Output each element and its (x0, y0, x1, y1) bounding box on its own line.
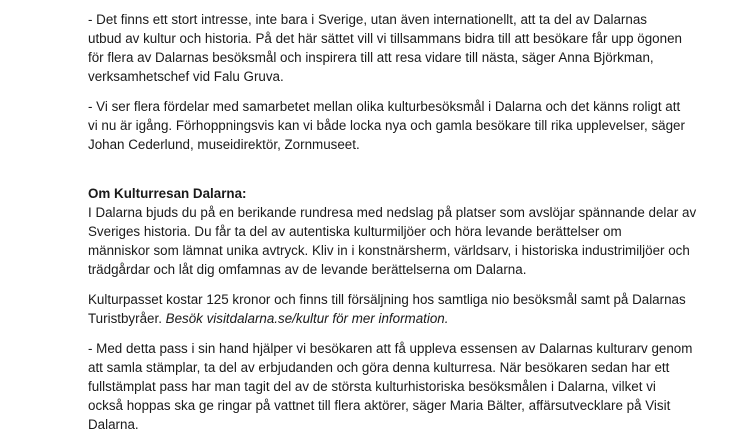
visit-info-link-text: Besök visitdalarna.se/kultur för mer information. (165, 311, 449, 326)
quote-anna-bjorkman (88, 10, 698, 86)
about-section (88, 184, 698, 279)
section-gap (88, 154, 698, 184)
paragraph-gap (88, 328, 698, 339)
text-line (88, 309, 698, 328)
paragraph-gap (88, 86, 698, 97)
text-line: I Dalarna bjuds du på en berikande rundresa med nedslag på platser som avslöjar spännande delar av (88, 205, 697, 220)
text-line: att samla stämplar, ta del av erbjudanden och göra denna kulturresa. När besökaren sedan har ett (88, 360, 670, 375)
text-line: Johan Cederlund, museidirektör, Zornmuseet. (88, 137, 360, 152)
text-line: Sveriges historia. Du får ta del av autentiska kulturmiljöer och höra levande berättelser om (88, 224, 622, 239)
text-line: - Med detta pass i sin hand hjälper vi besökaren att få uppleva essensen av Dalarnas kulturarv genom (88, 341, 693, 356)
text-line: Kulturpasset kostar 125 kronor och finns till försäljning hos samtliga nio besöksmål samt på Dalarnas (88, 292, 686, 307)
text-line: trädgårdar och låt dig omfamnas av de levande berättelserna om Dalarna. (88, 262, 527, 277)
text-line: också hoppas ska ge ringar på vattnet till flera aktörer, säger Maria Bälter, affärsutvecklare på Visit (88, 398, 671, 413)
pass-text-plain: Turistbyråer. (88, 311, 166, 326)
text-line: - Vi ser flera fördelar med samarbetet mellan olika kulturbesöksmål i Dalarna och det känns roligt att (88, 99, 681, 114)
pass-info (88, 290, 698, 328)
text-line: - Det finns ett stort intresse, inte bara i Sverige, utan även internationellt, att ta del av Dalarnas (88, 12, 647, 27)
text-line: för flera av Dalarnas besöksmål och inspirera till att resa vidare till nästa, säger Anna Björkman, (88, 50, 654, 65)
document-page (88, 10, 698, 434)
text-line: människor som lämnat unika avtryck. Kliv in i konstnärsherm, världsarv, i historiska industrimiljöer och (88, 243, 690, 258)
quote-johan-cederlund (88, 97, 698, 154)
text-line: utbud av kultur och historia. På det här sättet vill vi tillsammans bidra till att besökare får upp ögonen (88, 31, 682, 46)
text-line: verksamhetschef vid Falu Gruva. (88, 69, 284, 84)
paragraph-gap (88, 279, 698, 290)
section-heading: Om Kulturresan Dalarna: (88, 186, 247, 201)
quote-maria-balter (88, 339, 698, 434)
text-line: vi nu är igång. Förhoppningsvis kan vi både locka nya och gamla besökare till rika upplevelser, säger (88, 118, 685, 133)
text-line: fullstämplat pass har man tagit del av de största kulturhistoriska besöksmålen i Dalarna, vilket vi (88, 379, 656, 394)
text-line: Dalarna. (88, 417, 139, 432)
